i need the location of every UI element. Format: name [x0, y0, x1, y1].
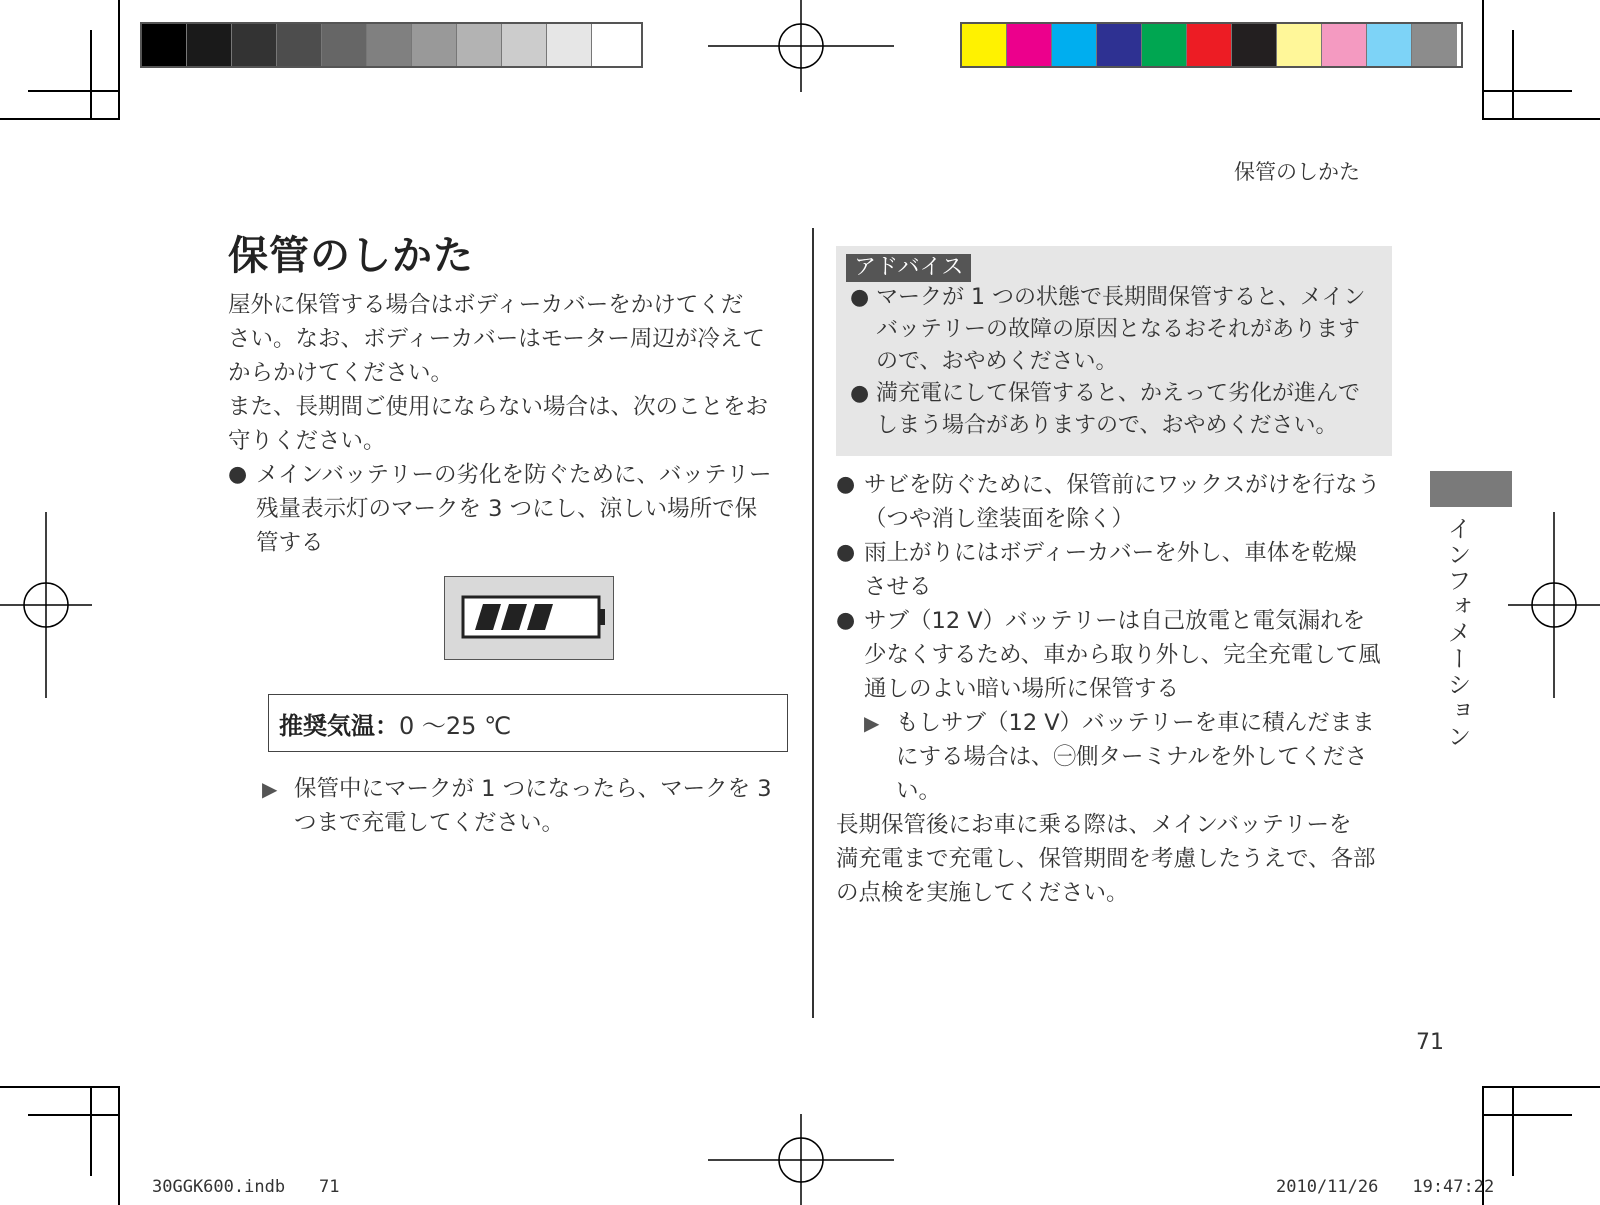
battery-indicator-illustration	[444, 576, 614, 660]
color-swatch	[1412, 24, 1457, 66]
left-column	[228, 288, 788, 560]
page-title: 保管のしかた	[228, 233, 474, 279]
color-swatch	[277, 24, 322, 66]
bullet-dot-icon: ●	[228, 462, 248, 487]
bullet-dot-icon: ●	[836, 540, 856, 565]
crop-mark	[28, 90, 118, 92]
color-swatch	[962, 24, 1007, 66]
registration-mark-right	[1508, 512, 1600, 698]
sub-battery-note: ▶ もしサブ（12 V）バッテリーを車に積んだまま にする場合は、㊀側ターミナルを外してくださ い。	[864, 706, 1396, 808]
registration-mark-top	[708, 0, 894, 92]
color-swatch	[457, 24, 502, 66]
running-head: 保管のしかた	[1234, 160, 1360, 184]
color-swatch	[412, 24, 457, 66]
advice-box	[836, 246, 1392, 456]
crop-mark	[1482, 1086, 1600, 1088]
color-swatch	[1367, 24, 1412, 66]
intro-paragraph-2: また、長期間ご使用にならない場合は、次のことをお 守りください。	[228, 394, 769, 454]
closing-paragraph: 長期保管後にお車に乗る際は、メインバッテリーを 満充電まで充電し、保管期間を考慮したうえで、各部 の点検を実施してください。	[836, 812, 1376, 906]
crop-mark	[1482, 0, 1484, 120]
color-swatch	[187, 24, 232, 66]
color-swatch	[1052, 24, 1097, 66]
column-divider	[812, 228, 814, 1018]
color-swatch	[142, 24, 187, 66]
advice-tag: アドバイス	[846, 254, 971, 282]
arrow-right-icon: ▶	[262, 777, 278, 801]
grayscale-bar	[140, 22, 643, 68]
color-swatch	[1007, 24, 1052, 66]
crop-mark	[90, 30, 92, 120]
color-swatch	[1142, 24, 1187, 66]
registration-mark-bottom	[708, 1114, 894, 1205]
section-tab-marker	[1430, 471, 1512, 507]
advice-item: ● マークが 1 つの状態で長期間保管すると、メイン バッテリーの故障の原因となるおそれがあります ので、おやめください。	[850, 282, 1380, 378]
color-swatch	[232, 24, 277, 66]
crop-mark	[118, 0, 120, 120]
section-tab-label: インフォメーション	[1443, 516, 1471, 750]
bullet-dot-icon: ●	[836, 608, 856, 633]
color-swatch	[547, 24, 592, 66]
intro-paragraph-1: 屋外に保管する場合はボディーカバーをかけてくだ さい。なお、ボディーカバーはモーター周辺が冷えて からかけてください。	[228, 292, 765, 386]
color-swatch	[322, 24, 367, 66]
bullet-item: ● 雨上がりにはボディーカバーを外し、車体を乾燥 させる	[836, 536, 1396, 604]
registration-mark-left	[0, 512, 92, 698]
bullet-item: ● サビを防ぐために、保管前にワックスがけを行なう （つや消し塗装面を除く）	[836, 468, 1396, 536]
crop-mark	[28, 1114, 118, 1116]
color-swatch	[1232, 24, 1277, 66]
crop-mark	[0, 118, 120, 120]
file-slug: 30GGK600.indb 71	[152, 1177, 340, 1197]
right-column	[836, 468, 1396, 910]
color-swatch	[1187, 24, 1232, 66]
temperature-label: 推奨気温：	[279, 712, 399, 740]
advice-body	[850, 282, 1380, 442]
color-swatch	[1277, 24, 1322, 66]
arrow-right-icon: ▶	[864, 711, 880, 735]
charge-note: ▶ 保管中にマークが 1 つになったら、マークを 3 つまで充電してください。	[262, 772, 792, 840]
bullet-dot-icon: ●	[836, 472, 856, 497]
bullet-item: ● メインバッテリーの劣化を防ぐために、バッテリー 残量表示灯のマークを 3 つにし、涼しい場所で保 管する	[228, 458, 788, 560]
crop-mark	[1482, 90, 1572, 92]
crop-mark	[118, 1086, 120, 1205]
crop-mark	[1482, 1114, 1572, 1116]
color-bar	[960, 22, 1463, 68]
recommended-temperature-box	[268, 694, 788, 752]
color-swatch	[592, 24, 637, 66]
battery-icon	[445, 577, 613, 659]
crop-mark	[1512, 1086, 1514, 1176]
bullet-dot-icon: ●	[850, 285, 870, 310]
crop-mark	[1482, 118, 1600, 120]
color-swatch	[1322, 24, 1367, 66]
bullet-item: ● サブ（12 V）バッテリーは自己放電と電気漏れを 少なくするため、車から取り外し、完全充電して風 通しのよい暗い場所に保管する	[836, 604, 1396, 706]
crop-mark	[90, 1086, 92, 1176]
color-swatch	[367, 24, 412, 66]
bullet-dot-icon: ●	[850, 381, 870, 406]
crop-mark	[0, 1086, 120, 1088]
color-swatch	[502, 24, 547, 66]
advice-item: ● 満充電にして保管すると、かえって劣化が進んで しまう場合がありますので、おやめください。	[850, 378, 1380, 442]
temperature-value: 0 ～25 ℃	[399, 712, 512, 740]
page-number: 71	[1416, 1030, 1444, 1055]
color-swatch	[1097, 24, 1142, 66]
timestamp-slug: 2010/11/26 19:47:22	[1276, 1177, 1495, 1197]
crop-mark	[1512, 30, 1514, 120]
